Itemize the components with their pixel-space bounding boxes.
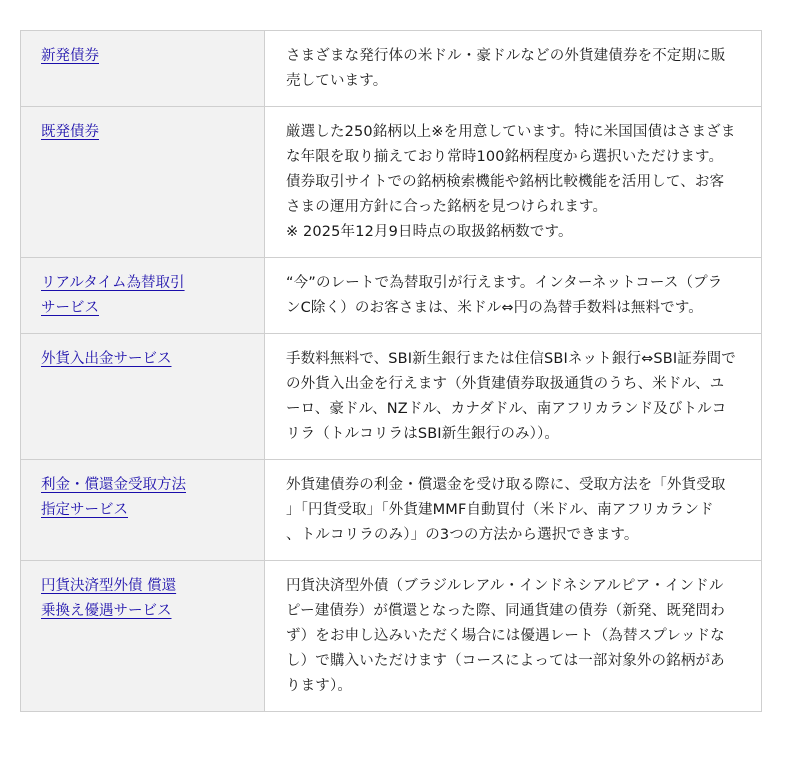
service-link[interactable] xyxy=(41,473,246,523)
service-description-text: ピー建債券）が償還となった際、同通貨建の債券（新発、既発問わ xyxy=(286,603,725,619)
service-description-text: 外貨建債券の利金・償還金を受け取る際に、受取方法を「外貨受取 xyxy=(286,477,726,493)
table-row xyxy=(21,31,762,107)
service-link-text: 新発債券 xyxy=(41,48,99,64)
service-description-text: さまの運用方針に合った銘柄を見つけられます。 xyxy=(286,199,608,215)
service-link[interactable] xyxy=(41,574,246,624)
service-link-text: 乗換え優遇サービス xyxy=(41,603,172,619)
service-name-cell xyxy=(21,258,265,334)
service-name-cell xyxy=(21,460,265,561)
service-name-cell xyxy=(21,107,265,258)
service-description-text: な年限を取り揃えており常時100銘柄程度から選択いただけます。 xyxy=(286,149,724,165)
service-description-cell xyxy=(265,460,762,561)
service-description-text: 厳選した250銘柄以上※を用意しています。特に米国国債はさまざま xyxy=(286,124,736,140)
service-link[interactable] xyxy=(41,271,246,321)
service-rows xyxy=(21,31,762,712)
table-row xyxy=(21,334,762,460)
service-link-text: 既発債券 xyxy=(41,124,99,140)
service-link[interactable] xyxy=(41,44,246,69)
service-description-text: さまざまな発行体の米ドル・豪ドルなどの外貨建債券を不定期に販 xyxy=(286,48,726,64)
service-description-text: 円貨決済型外債（ブラジルレアル・インドネシアルピア・インドル xyxy=(286,578,724,594)
service-description-text: ります）。 xyxy=(286,678,352,694)
service-link-text: 利金・償還金受取方法 xyxy=(41,477,186,493)
service-description-cell xyxy=(265,31,762,107)
service-description-text: 債券取引サイトでの銘柄検索機能や銘柄比較機能を活用して、お客 xyxy=(286,174,725,190)
service-link-text: リアルタイム為替取引 xyxy=(41,275,185,291)
service-description-cell xyxy=(265,334,762,460)
service-description-cell xyxy=(265,107,762,258)
service-name-cell xyxy=(21,334,265,460)
service-link-text: サービス xyxy=(41,300,99,316)
table-row xyxy=(21,460,762,561)
service-description-text: ンC除く）のお客さまは、米ドル⇔円の為替手数料は無料です。 xyxy=(286,300,703,316)
service-link-text: 円貨決済型外債 償還 xyxy=(41,578,177,594)
service-description-text: 売しています。 xyxy=(286,73,388,89)
service-description-text: の外貨入出金を行えます（外貨建債券取扱通貨のうち、米ドル、ユ xyxy=(286,376,725,392)
service-description-text: ず）をお申し込みいただく場合には優遇レート（為替スプレッドな xyxy=(286,628,725,644)
service-link[interactable] xyxy=(41,347,246,372)
service-description-cell xyxy=(265,258,762,334)
service-description-text: 、トルコリラのみ）」の3つの方法から選択できます。 xyxy=(286,527,639,543)
table-row xyxy=(21,258,762,334)
service-link-text: 外貨入出金サービス xyxy=(41,351,172,367)
service-description-text: ーロ、豪ドル、NZドル、カナダドル、南アフリカランド及びトルコ xyxy=(286,401,727,417)
table-row xyxy=(21,561,762,712)
service-link[interactable] xyxy=(41,120,246,145)
service-description-text: し）で購入いただけます（コースによっては一部対象外の銘柄があ xyxy=(286,653,725,669)
service-description-text: 手数料無料で、SBI新生銀行または住信SBIネット銀行⇔SBI証券間で xyxy=(286,351,736,367)
service-link-text: 指定サービス xyxy=(41,502,128,518)
service-table xyxy=(20,30,762,712)
service-description-text: リラ（トルコリラはSBI新生銀行のみ））。 xyxy=(286,426,560,442)
table-row xyxy=(21,107,762,258)
service-name-cell xyxy=(21,31,265,107)
service-description-text: ※ 2025年12月9日時点の取扱銘柄数です。 xyxy=(286,224,573,240)
service-description-text: 」「円貨受取」「外貨建MMF自動買付（米ドル、南アフリカランド xyxy=(286,502,714,518)
service-description-text: “今”のレートで為替取引が行えます。インターネットコース（プラ xyxy=(286,275,723,291)
service-description-cell xyxy=(265,561,762,712)
service-name-cell xyxy=(21,561,265,712)
